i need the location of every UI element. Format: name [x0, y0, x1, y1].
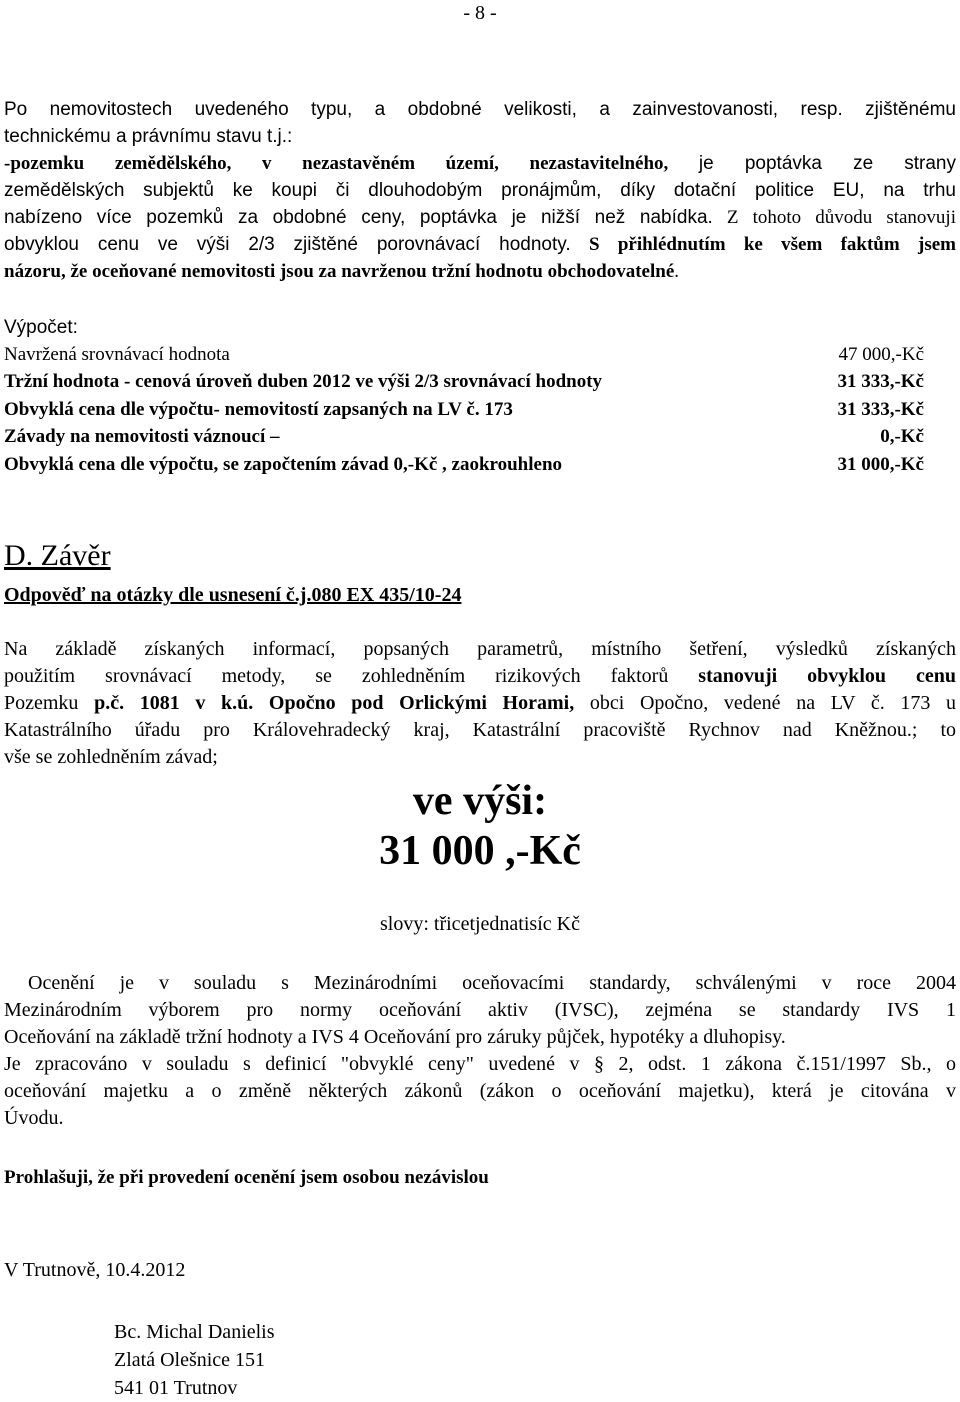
calc-row: [4, 341, 924, 368]
land-paragraph: [4, 150, 956, 285]
section-title: D. Závěr: [4, 539, 111, 572]
declaration: Prohlašuji, že při provedení ocenění jsem osobou nezávislou: [4, 1167, 489, 1188]
land-line-3-b: Z tohoto důvodu stanovuji: [726, 207, 956, 228]
land-line-1-bold: -pozemku zemědělského, v nezastavěném území, nezastavitelného,: [4, 153, 669, 174]
place-date: V Trutnově, 10.4.2012: [4, 1259, 186, 1281]
calc-row: [4, 396, 924, 423]
calc-row-value: 0,-Kč: [880, 426, 924, 447]
conclusion-line-2-a: použitím srovnávací metody, se zohledněním rizikových faktorů: [4, 665, 669, 687]
calc-row-value: 31 333,-Kč: [837, 399, 924, 420]
standards-paragraph: [4, 970, 956, 1132]
standards-line-2: Mezinárodním výborem pro normy oceňování aktiv (IVSC), zejména se standardy IVS 1: [4, 999, 956, 1021]
conclusion-paragraph: [4, 636, 956, 771]
answer-heading: Odpověď na otázky dle usnesení č.j.080 EX 435/10-24: [4, 584, 462, 606]
calc-row-value: 31 333,-Kč: [837, 371, 924, 392]
land-line-4-a: obvyklou cenu ve výši 2/3 zjištěné porovnávací hodnoty.: [4, 234, 571, 255]
signature-block: [114, 1318, 275, 1402]
standards-line-1: Ocenění je v souladu s Mezinárodními oceňovacími standardy, schválenými v roce 2004: [28, 972, 956, 994]
result-amount: 31 000 ,-Kč: [379, 828, 581, 874]
conclusion-line-3-c: obci Opočno, vedené na LV č. 173 u: [589, 692, 956, 714]
signature-street: Zlatá Olešnice 151: [114, 1349, 266, 1371]
calc-row-label: Závady na nemovitosti váznoucí –: [4, 426, 280, 447]
land-line-5-dot: .: [674, 261, 680, 282]
calc-row-value: 31 000,-Kč: [837, 454, 924, 475]
calc-row: [4, 451, 924, 478]
land-line-4-b: S přihlédnutím ke všem faktům jsem: [588, 234, 956, 255]
land-line-2: zemědělských subjektů ke koupi či dlouhodobým pronájmům, díky dotační politice EU, na trhu: [4, 180, 956, 201]
standards-line-4: Je zpracováno v souladu s definicí "obvyklé ceny" uvedené v § 2, odst. 1 zákona č.151/1997 Sb., o: [4, 1053, 956, 1075]
conclusion-line-5: vše se zohledněním závad;: [4, 746, 218, 768]
conclusion-line-1: Na základě získaných informací, popsaných parametrů, místního šetření, výsledků získaných: [4, 638, 956, 660]
result-in-words: slovy: třicetjednatisíc Kč: [380, 913, 580, 935]
land-line-5: názoru, že oceňované nemovitosti jsou za navrženou tržní hodnotu obchodovatelné: [4, 261, 675, 282]
conclusion-line-2-b: stanovuji obvyklou cenu: [698, 665, 956, 687]
standards-line-3: Oceňování na základě tržní hodnoty a IVS 4 Oceňování pro záruky půjček, hypotéky a dluhopisy.: [4, 1026, 786, 1048]
calc-row-label: Obvyklá cena dle výpočtu- nemovitostí zapsaných na LV č. 173: [4, 399, 513, 420]
land-line-3-a: nabízeno více pozemků za obdobné ceny, poptávka je nižší než nabídka.: [4, 207, 713, 228]
conclusion-line-3-a: Pozemku: [4, 692, 79, 714]
calc-row: [4, 423, 924, 450]
calc-row: [4, 368, 924, 395]
land-line-1-rest: je poptávka ze strany: [698, 153, 956, 174]
intro-line-1: Po nemovitostech uvedeného typu, a obdobné velikosti, a zainvestovanosti, resp. zjištěnému: [4, 99, 956, 120]
conclusion-line-4: Katastrálního úřadu pro Královehradecký kraj, Katastrální pracoviště Rychnov nad Kněžnou.; to: [4, 719, 956, 741]
standards-line-5: oceňování majetku a o změně některých zákonů (zákon o oceňování majetku), která je citována v: [4, 1080, 956, 1102]
result-label: ve výši:: [412, 778, 548, 824]
page-number: - 8 -: [463, 2, 497, 24]
intro-line-2: technickému a právnímu stavu t.j.:: [4, 126, 293, 147]
standards-line-6: Úvodu.: [4, 1107, 64, 1129]
calc-row-label: Obvyklá cena dle výpočtu, se započtením závad 0,-Kč , zaokrouhleno: [4, 454, 563, 475]
calc-row-value: 47 000,-Kč: [838, 344, 924, 365]
conclusion-line-3-b: p.č. 1081 v k.ú. Opočno pod Orlickými Horami,: [94, 692, 575, 714]
intro-paragraph: [4, 96, 956, 150]
calc-row-label: Tržní hodnota - cenová úroveň duben 2012 ve výši 2/3 srovnávací hodnoty: [4, 371, 603, 392]
signature-name: Bc. Michal Danielis: [114, 1321, 275, 1343]
calc-heading: Výpočet:: [4, 317, 78, 338]
calc-row-label: Navržená srovnávací hodnota: [4, 344, 230, 365]
signature-city: 541 01 Trutnov: [114, 1377, 238, 1399]
